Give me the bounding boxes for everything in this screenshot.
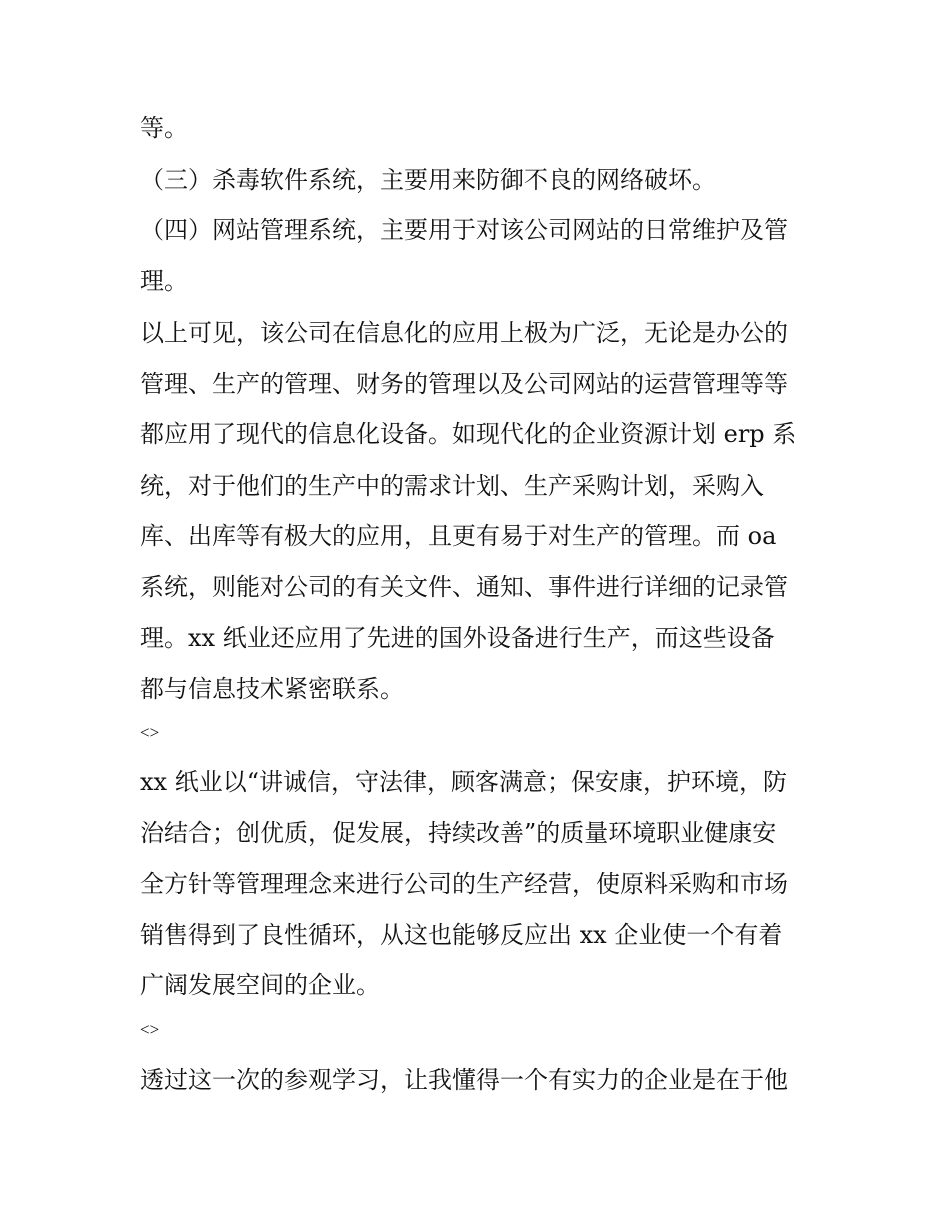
- text-line: 以上可见，该公司在信息化的应用上极为广泛，无论是办公的: [140, 319, 788, 347]
- text-line: 广阔发展空间的企业。: [140, 971, 380, 999]
- text-line: 都应用了现代的信息化设备。如现代化的企业资源计划 erp 系: [140, 420, 797, 448]
- text-line: 系统，则能对公司的有关文件、通知、事件进行详细的记录管: [140, 573, 788, 601]
- text-line: xx 纸业以“讲诚信，守法律，顾客满意；保安康，护环境，防: [140, 768, 787, 796]
- text-line: （四）网站管理系统，主要用于对该公司网站的日常维护及管: [140, 216, 788, 244]
- placeholder-marker: <>: [140, 1020, 160, 1039]
- placeholder-marker: <>: [140, 723, 160, 742]
- text-line: 等。: [140, 114, 188, 142]
- text-line: 治结合；创优质，促发展，持续改善”的质量环境职业健康安: [140, 819, 777, 847]
- text-line: 都与信息技术紧密联系。: [140, 675, 404, 703]
- text-line: （三）杀毒软件系统，主要用来防御不良的网络破坏。: [140, 166, 716, 194]
- text-line: 理。xx 纸业还应用了先进的国外设备进行生产，而这些设备: [140, 624, 775, 652]
- text-line: 管理、生产的管理、财务的管理以及公司网站的运营管理等等: [140, 370, 788, 398]
- text-line: 理。: [140, 267, 188, 295]
- text-line: 库、出库等有极大的应用，且更有易于对生产的管理。而 oa: [140, 522, 777, 550]
- text-line: 全方针等管理理念来进行公司的生产经营，使原料采购和市场: [140, 870, 788, 898]
- text-line: 销售得到了良性循环，从这也能够反应出 xx 企业使一个有着: [140, 921, 783, 949]
- text-line: 统，对于他们的生产中的需求计划、生产采购计划，采购入: [140, 472, 764, 500]
- text-line: 透过这一次的参观学习，让我懂得一个有实力的企业是在于他: [140, 1066, 788, 1094]
